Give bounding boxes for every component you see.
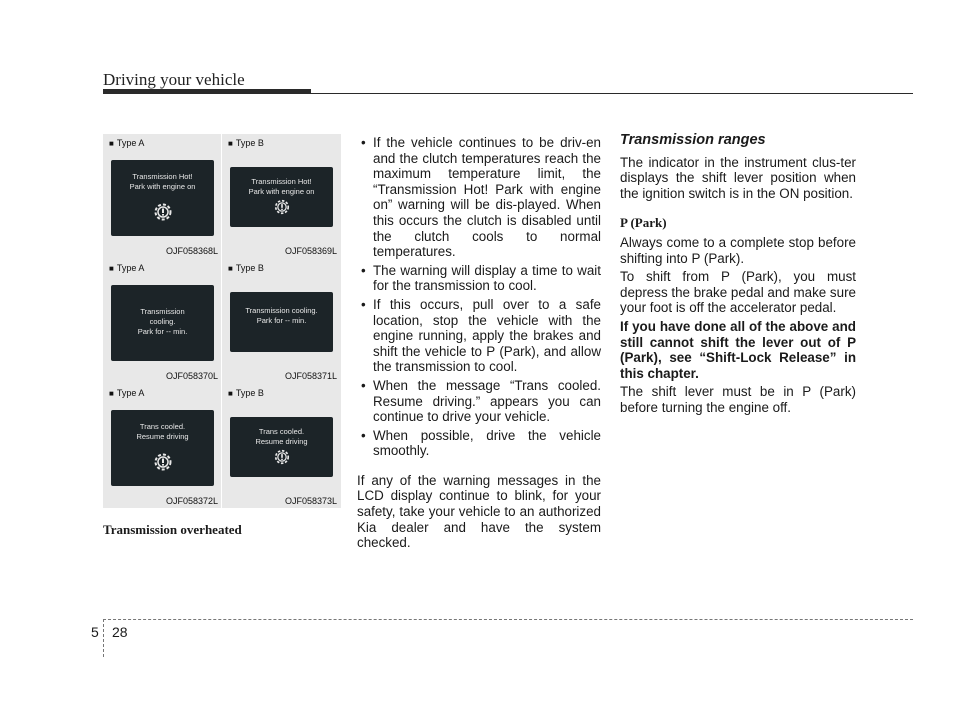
figure-divider bbox=[221, 134, 222, 508]
section-heading: Transmission ranges bbox=[620, 132, 766, 148]
list-item: • If this occurs, pull over to a safe location, stop the vehicle with the engine running, apply the brakes and shift the vehicle to P (Park), and allow the transmission to cool. bbox=[357, 297, 601, 375]
middle-column bbox=[357, 135, 601, 554]
lcd-screen bbox=[111, 410, 214, 486]
lcd-screen bbox=[230, 417, 333, 477]
lcd-message: Transmission Hot! Park with engine on bbox=[129, 172, 196, 191]
paragraph: To shift from P (Park), you must depress the brake pedal and make sure your foot is off the accelerator pedal. bbox=[620, 269, 856, 316]
panel-type-a-cooled: ■ Type A Trans cooled. Resume driving OJF058372L bbox=[109, 388, 218, 506]
figure-caption: Transmission overheated bbox=[103, 522, 242, 537]
panel-type-label: Type A bbox=[116, 263, 145, 273]
park-subheading: P (Park) bbox=[620, 215, 667, 231]
transmission-gear-icon bbox=[151, 200, 175, 224]
panel-type-b-cooling: ■ Type B Transmission cooling. Park for -- min. OJF058371L bbox=[228, 263, 337, 381]
paragraph: The shift lever must be in P (Park) before turning the engine off. bbox=[620, 384, 856, 415]
panel-type-label: Type A bbox=[116, 138, 145, 148]
lcd-screen bbox=[111, 285, 214, 361]
list-item: • The warning will display a time to wait for the transmission to cool. bbox=[357, 263, 601, 294]
page-header-title: Driving your vehicle bbox=[103, 70, 245, 89]
chapter-number: 5 bbox=[91, 624, 99, 640]
panel-type-b-cooled: ■ Type B Trans cooled. Resume driving OJF058373L bbox=[228, 388, 337, 506]
figure-code: OJF058370L bbox=[165, 371, 218, 381]
panel-type-b-hot: ■ Type B Transmission Hot! Park with engine on OJF058369L bbox=[228, 138, 337, 256]
intro-paragraph: The indicator in the instrument clus-ter displays the shift lever position when the ignition switch is in the ON position. bbox=[620, 154, 856, 201]
panel-type-label: Type A bbox=[116, 388, 145, 398]
lcd-screen bbox=[230, 292, 333, 352]
footer-divider bbox=[103, 619, 104, 657]
figure-code: OJF058369L bbox=[284, 246, 337, 256]
list-item: • When the message “Trans cooled. Resume driving.” appears you can continue to drive your vehicle. bbox=[357, 378, 601, 425]
panel-type-label: Type B bbox=[235, 388, 264, 398]
figure-code: OJF058373L bbox=[284, 496, 337, 506]
lcd-message: Trans cooled. Resume driving bbox=[136, 422, 189, 441]
lcd-message: Trans cooled. Resume driving bbox=[255, 427, 308, 446]
lcd-screen bbox=[230, 167, 333, 227]
figure-code: OJF058371L bbox=[284, 371, 337, 381]
list-item: • When possible, drive the vehicle smoothly. bbox=[357, 428, 601, 459]
transmission-gear-icon bbox=[272, 197, 292, 217]
transmission-gear-icon bbox=[151, 450, 175, 474]
lcd-screen bbox=[111, 160, 214, 236]
warning-figure bbox=[103, 134, 341, 508]
right-column bbox=[620, 133, 856, 419]
closing-paragraph: If any of the warning messages in the LCD display continue to blink, for your safety, take your vehicle to an authorized Kia dealer and have the system checked. bbox=[357, 472, 601, 551]
bold-note: If you have done all of the above and still cannot shift the lever out of P (Park), see “Shift-Lock Release” in this chapter. bbox=[620, 318, 856, 381]
figure-code: OJF058372L bbox=[165, 496, 218, 506]
figure-code: OJF058368L bbox=[165, 246, 218, 256]
panel-type-a-cooling: ■ Type A Transmission cooling. Park for -- min. OJF058370L bbox=[109, 263, 218, 381]
footer-rule bbox=[103, 619, 913, 620]
lcd-message: Transmission cooling. Park for -- min. bbox=[137, 307, 188, 336]
warning-bullet-list bbox=[357, 135, 601, 459]
lcd-message: Transmission cooling. Park for -- min. bbox=[245, 306, 318, 325]
lcd-message: Transmission Hot! Park with engine on bbox=[248, 177, 315, 196]
panel-type-label: Type B bbox=[235, 138, 264, 148]
page-number: 28 bbox=[112, 624, 128, 640]
panel-type-label: Type B bbox=[235, 263, 264, 273]
paragraph: Always come to a complete stop before shifting into P (Park). bbox=[620, 234, 856, 266]
panel-type-a-hot: ■ Type A Transmission Hot! Park with engine on OJF058368L bbox=[109, 138, 218, 256]
header-rule bbox=[103, 93, 913, 94]
list-item: • If the vehicle continues to be driv-en and the clutch temperatures reach the maximum temperature limit, the “Transmission Hot! Park with engine on” warning will be dis-played. When this occurs the clutch is disabled until the clutch cools to normal temperatures. bbox=[357, 135, 601, 260]
transmission-gear-icon bbox=[272, 447, 292, 467]
